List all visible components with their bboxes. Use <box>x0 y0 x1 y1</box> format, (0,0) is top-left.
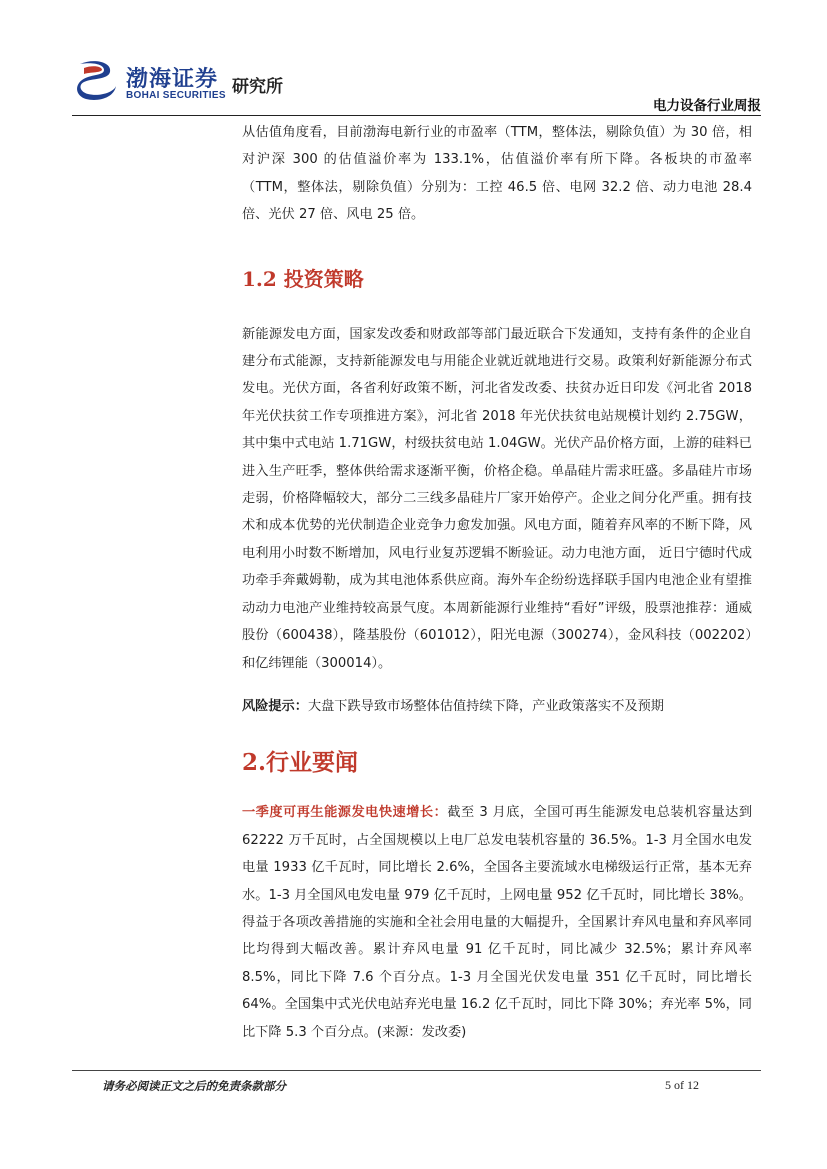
news-text: 截至 3 月底，全国可再生能源发电总装机容量达到 62222 万千瓦时，占全国规模以上电厂总发电装机容量的 36.5%。1-3 月全国水电发电量 1933 亿千瓦时，同比增长 2.6%，全国各主要流域水电梯级运行正常，基本无弃水。1-3 月全国风电发电量 979 亿千瓦时，上网电量 952 亿千瓦时，同比增长 38%。得益于各项改善措施的实施和全社会用电量的大幅提升，全国累计弃风电量和弃风率同比均得到大幅改善。累计弃风电量 91 亿千瓦时，同比减少 32.5%；累计弃风率 8.5%，同比下降 7.6 个百分点。1-3 月全国光伏发电量 351 亿千瓦时，同比增长 64%。全国集中式光伏电站弃光电量 16.2 亿千瓦时，同比下降 30%；弃光率 5%，同比下降 5.3 个百分点。(来源：发改委) <box>242 805 753 1040</box>
risk-text: 大盘下跌导致市场整体估值持续下降，产业政策落实不及预期 <box>307 698 664 714</box>
page-content <box>242 119 752 1046</box>
strategy-paragraph: 新能源发电方面，国家发改委和财政部等部门最近联合下发通知，支持有条件的企业自建分布式能源，支持新能源发电与用能企业就近就地进行交易。政策利好新能源分布式发电。光伏方面，各省利好政策不断，河北省发改委、扶贫办近日印发《河北省 2018 年光伏扶贫工作专项推进方案》，河北省 2018 年光伏扶贫电站规模计划约 2.75GW，其中集中式电站 1.71GW，村级扶贫电站 1.04GW。光伏产品价格方面，上游的硅料已进入生产旺季，整体供给需求逐渐平衡，价格企稳。单晶硅片需求旺盛。多晶硅片市场走弱，价格降幅较大，部分二三线多晶硅片厂家开始停产。企业之间分化严重。拥有技术和成本优势的光伏制造企业竞争力愈发加强。风电方面，随着弃风率的不断下降，风电利用小时数不断增加，风电行业复苏逻辑不断验证。动力电池方面， 近日宁德时代成功牵手奔戴姆勒，成为其电池体系供应商。海外车企纷纷选择联手国内电池企业有望推动动力电池产业维持较高景气度。本周新能源行业维持“看好”评级，股票池推荐：通威股份（600438），隆基股份（601012），阳光电源（300274），金风科技（002202）和亿纬锂能（300014）。 <box>242 326 752 671</box>
footer-divider <box>72 1070 761 1071</box>
company-logo <box>74 56 304 112</box>
risk-paragraph <box>242 693 752 720</box>
news-paragraph <box>242 799 752 1046</box>
section-heading-investment-strategy: 1.2 投资策略 <box>242 266 364 291</box>
header-divider <box>72 115 761 116</box>
page-footer <box>0 1070 827 1100</box>
risk-label: 风险提示： <box>242 698 308 714</box>
page-number: 5 of 12 <box>665 1078 699 1092</box>
valuation-paragraph: 从估值角度看，目前渤海电新行业的市盈率（TTM，整体法，剔除负值）为 30 倍，相对沪深 300 的估值溢价率为 133.1%，估值溢价率有所下降。各板块的市盈率（TTM，整体法，剔除负值）分别为：工控 46.5 倍、电网 32.2 倍、动力电池 28.4 倍、光伏 27 倍、风电 25 倍。 <box>242 125 752 223</box>
section-heading-industry-news: 2.行业要闻 <box>242 749 359 777</box>
bohai-logo-icon <box>74 56 120 102</box>
institute-name: 研究所 <box>232 77 283 97</box>
logo-text-cn: 渤海证券 <box>126 66 219 92</box>
footer-disclaimer: 请务必阅读正文之后的免责条款部分 <box>102 1079 286 1093</box>
page-header <box>0 0 827 118</box>
logo-text-en: BOHAI SECURITIES <box>126 90 226 101</box>
report-type: 电力设备行业周报 <box>653 98 761 114</box>
news-headline: 一季度可再生能源发电快速增长： <box>242 805 448 821</box>
